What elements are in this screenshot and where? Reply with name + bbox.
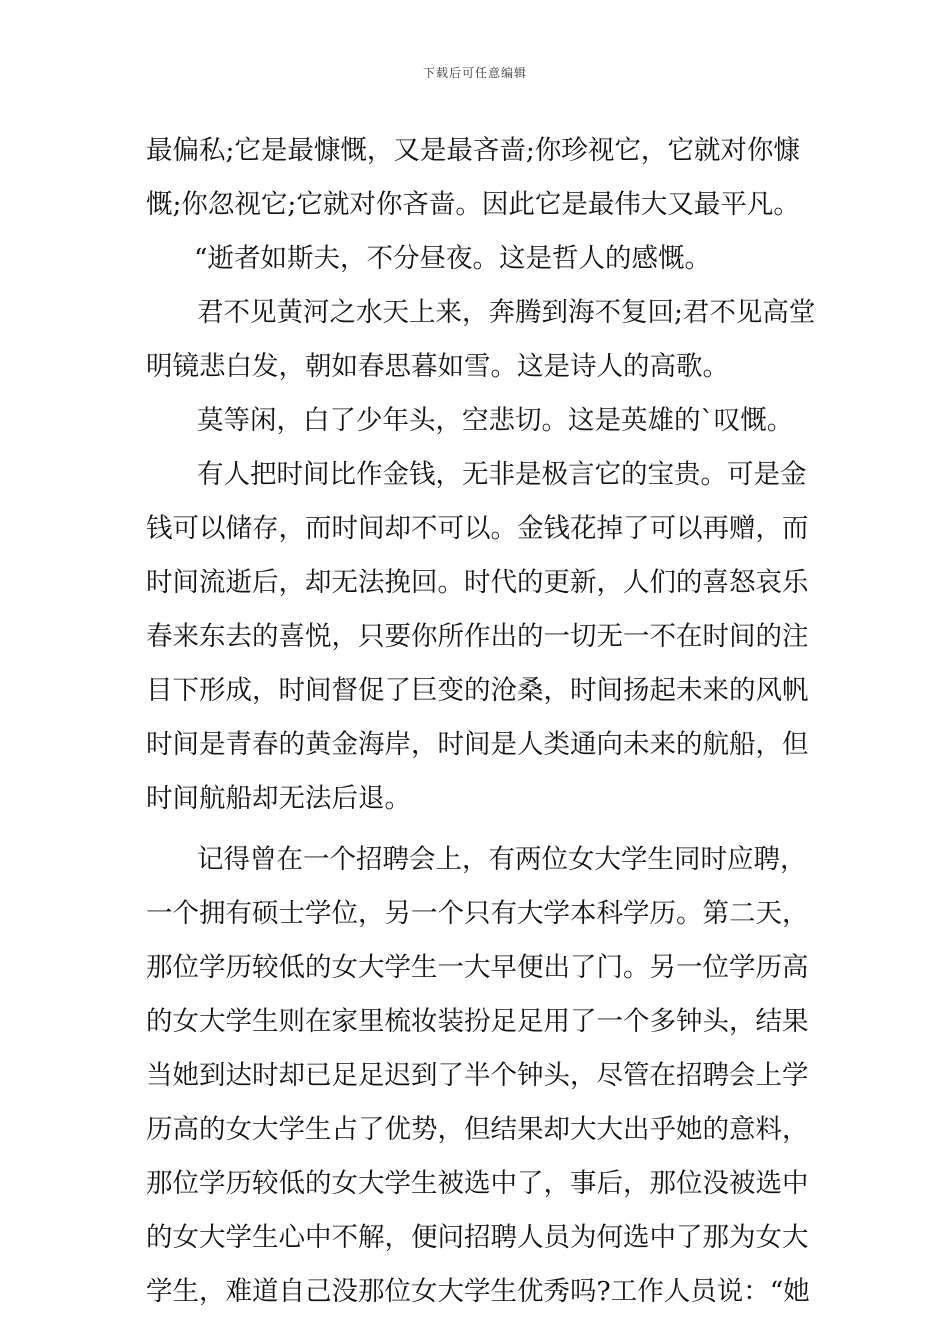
text-line: 历高的女大学生占了优势，但结果却大大出乎她的意料， xyxy=(146,1114,809,1145)
page-header: 下载后可任意编辑 xyxy=(422,66,527,80)
text-line: 学生，难道自己没那位女大学生优秀吗?工作人员说：“她 xyxy=(146,1276,810,1307)
text-line: 时间是青春的黄金海岸，时间是人类通向未来的航船，但 xyxy=(146,729,809,760)
text-line: 的女大学生心中不解，便问招聘人员为何选中了那为女大 xyxy=(146,1222,809,1253)
text-line: 的女大学生则在家里梳妆装扮足足用了一个多钟头，结果 xyxy=(146,1006,809,1037)
text-line: 慨;你忽视它;它就对你吝啬。因此它是最伟大又最平凡。 xyxy=(146,189,800,220)
text-line: 钱可以储存，而时间却不可以。金钱花掉了可以再赠，而 xyxy=(146,513,809,544)
text-line: 目下形成，时间督促了巨变的沧桑，时间扬起未来的风帆 xyxy=(146,675,809,706)
text-line: 君不见黄河之水天上来，奔腾到海不复回;君不见高堂 xyxy=(197,297,816,328)
text-line: “逝者如斯夫，不分昼夜。这是哲人的感慨。 xyxy=(194,243,712,274)
paragraph-gap xyxy=(146,826,808,833)
document-body xyxy=(146,124,816,1319)
text-line: 一个拥有硕士学位，另一个只有大学本科学历。第二天， xyxy=(146,898,809,929)
text-line: 最偏私;它是最慷慨，又是最吝啬;你珍视它，它就对你慷 xyxy=(146,135,800,166)
text-line: 记得曾在一个招聘会上，有两位女大学生同时应聘， xyxy=(197,844,807,875)
text-line: 时间航船却无法后退。 xyxy=(146,783,411,814)
text-line: 莫等闲，白了少年头，空悲切。这是英雄的`叹慨。 xyxy=(197,405,794,436)
text-line: 时间流逝后，却无法挽回。时代的更新，人们的喜怒哀乐 xyxy=(146,567,809,598)
text-line: 明镜悲白发，朝如春思暮如雪。这是诗人的高歌。 xyxy=(146,351,729,382)
text-line: 有人把时间比作金钱，无非是极言它的宝贵。可是金 xyxy=(197,459,807,490)
text-line: 春来东去的喜悦，只要你所作出的一切无一不在时间的注 xyxy=(146,621,809,652)
text-line: 当她到达时却已足足迟到了半个钟头，尽管在招聘会上学 xyxy=(146,1060,809,1091)
text-line: 那位学历较低的女大学生一大早便出了门。另一位学历高 xyxy=(146,952,809,983)
text-line: 那位学历较低的女大学生被选中了，事后，那位没被选中 xyxy=(146,1168,809,1199)
